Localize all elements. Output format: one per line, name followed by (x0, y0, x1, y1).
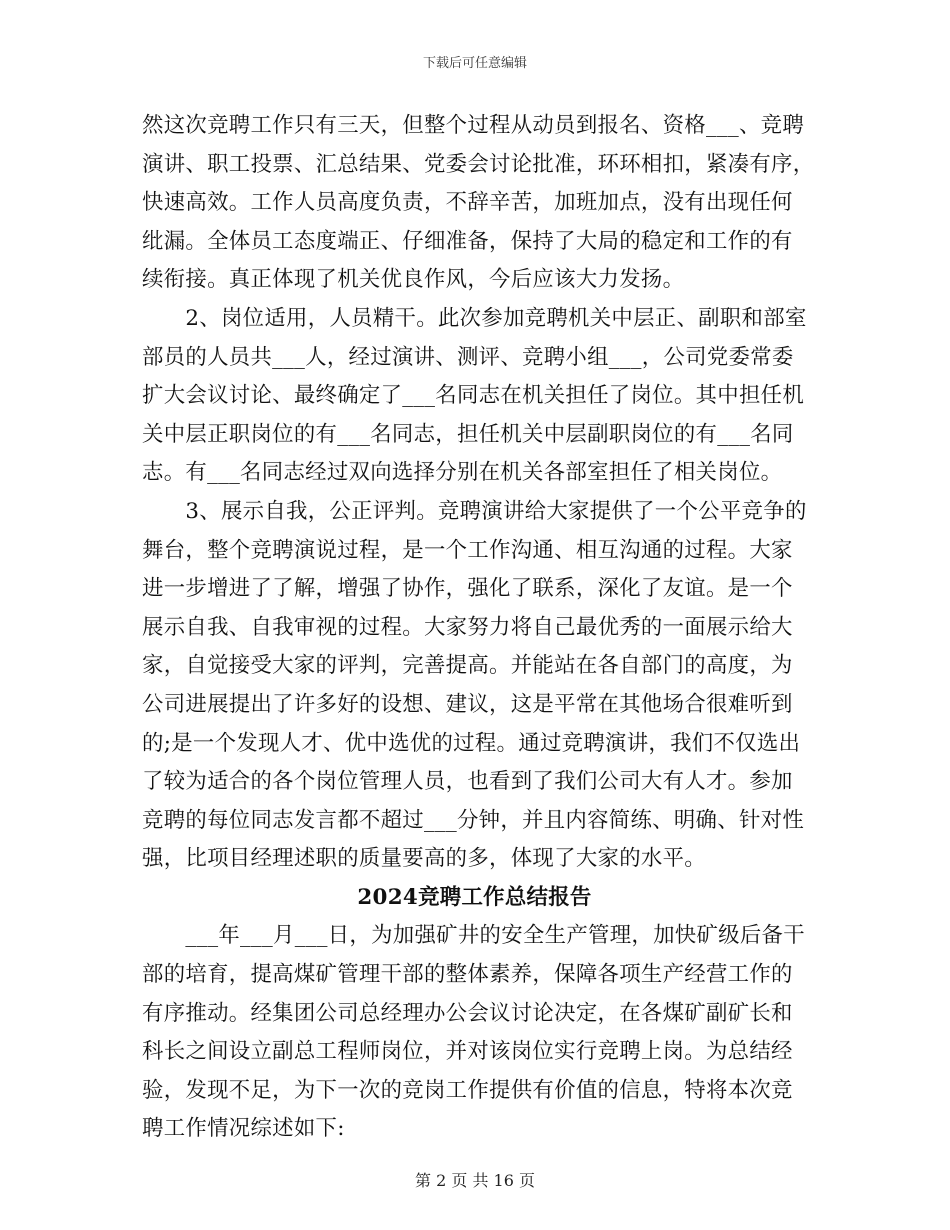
page-number: 第 2 页 共 16 页 (415, 1171, 535, 1190)
text-line: ___年___月___日，为加强矿井的安全生产管理，加快矿级后备干 (142, 923, 805, 949)
text-line: 3、展示自我，公正评判。竞聘演讲给大家提供了一个公平竞争的 (142, 498, 807, 524)
text-line: 公司进展提出了许多好的设想、建议，这是平常在其他场合很难听到 (142, 691, 793, 717)
text-line: 的;是一个发现人才、优中选优的过程。通过竞聘演讲，我们不仅选出 (142, 730, 801, 756)
text-line: 科长之间设立副总工程师岗位，并对该岗位实行竞聘上岗。为总结经 (142, 1039, 793, 1065)
text-line: 家，自觉接受大家的评判，完善提高。并能站在各自部门的高度，为 (142, 653, 793, 679)
page-header: 下载后可任意编辑 (422, 56, 527, 71)
text-line: 部的培育，提高煤矿管理干部的整体素养，保障各项生产经营工作的 (142, 962, 793, 988)
text-line: 舞台，整个竞聘演说过程，是一个工作沟通、相互沟通的过程。大家 (142, 537, 793, 563)
text-line: 志。有___名同志经过双向选择分别在机关各部室担任了相关岗位。 (142, 460, 783, 486)
text-line: 然这次竞聘工作只有三天，但整个过程从动员到报名、资格___、竞聘 (142, 113, 805, 138)
text-line: 强，比项目经理述职的质量要高的多，体现了大家的水平。 (142, 846, 706, 872)
document-body (142, 107, 815, 1149)
section-title: 2024竞聘工作总结报告 (357, 884, 592, 910)
text-line: 纰漏。全体员工态度端正、仔细准备，保持了大局的稳定和工作的有 (142, 228, 793, 254)
text-line: 演讲、职工投票、汇总结果、党委会讨论批准，环环相扣，紧凑有序， (142, 151, 815, 177)
text-line: 聘工作情况综述如下: (142, 1116, 345, 1142)
text-line: 快速高效。工作人员高度负责，不辞辛苦，加班加点，没有出现任何 (142, 190, 793, 216)
text-line: 验，发现不足，为下一次的竞岗工作提供有价值的信息，特将本次竞 (142, 1077, 793, 1103)
text-line: 进一步增进了了解，增强了协作，强化了联系，深化了友谊。是一个 (142, 576, 793, 602)
text-line: 扩大会议讨论、最终确定了___名同志在机关担任了岗位。其中担任机 (142, 383, 805, 409)
text-line: 了较为适合的各个岗位管理人员，也看到了我们公司大有人才。参加 (142, 769, 793, 795)
text-line: 竞聘的每位同志发言都不超过___分钟，并且内容简练、明确、针对性 (142, 807, 805, 833)
text-line: 部员的人员共___人，经过演讲、测评、竞聘小组___，公司党委常委 (142, 344, 794, 370)
text-line: 2、岗位适用，人员精干。此次参加竞聘机关中层正、副职和部室 (142, 305, 807, 331)
text-line: 续衔接。真正体现了机关优良作风，今后应该大力发扬。 (142, 267, 685, 293)
text-line: 关中层正职岗位的有___名同志，担任机关中层副职岗位的有___名同 (142, 421, 794, 447)
text-line: 有序推动。经集团公司总经理办公会议讨论决定，在各煤矿副矿长和 (142, 1000, 793, 1026)
text-line: 展示自我、自我审视的过程。大家努力将自己最优秀的一面展示给大 (142, 614, 793, 640)
